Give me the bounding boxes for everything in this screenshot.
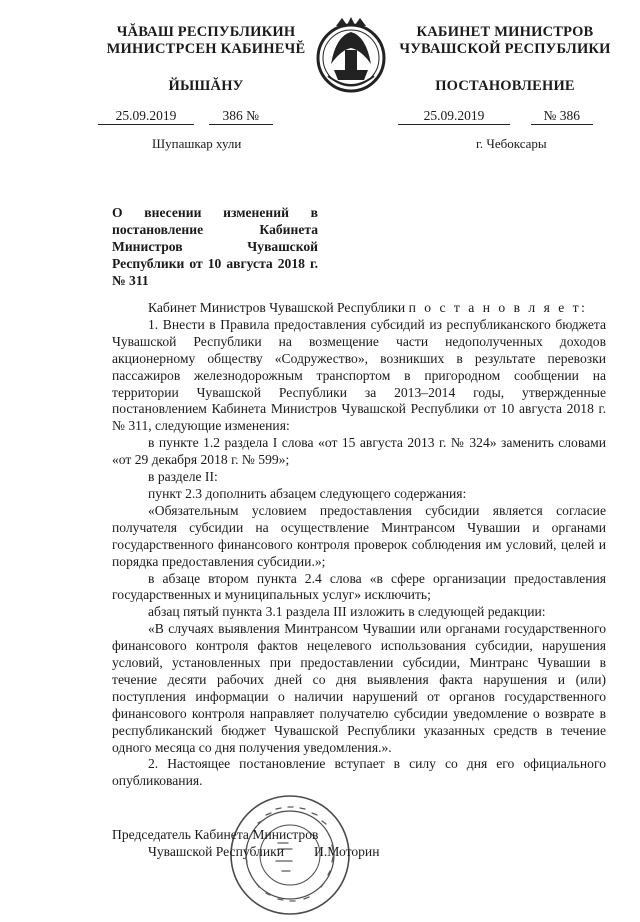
intro-paragraph	[112, 300, 606, 317]
document-body	[112, 300, 606, 790]
left-city: Шупашкар хули	[152, 136, 242, 151]
paragraph-4: пункт 2.3 дополнить абзацем следующего содержания:	[148, 485, 467, 501]
signature-position-line1: Председатель Кабинета Министров	[112, 827, 319, 842]
left-number: 386 №	[209, 108, 273, 125]
emblem-icon	[314, 14, 388, 96]
header-left-line1: ЧĂВАШ РЕСПУБЛИКИН	[116, 24, 296, 40]
intro-verb: п о с т а н о в л я е т	[408, 300, 582, 315]
document-title: О внесении изменений в постановление Кабинета Министров Чувашской Республики от 10 августа 2018 г. № 311	[112, 205, 318, 288]
right-number: № 386	[531, 108, 593, 125]
paragraph-6: в абзаце втором пункта 2.4 слова «в сфере организации предоставления государственных и муниципальных услуг» исключить;	[112, 570, 606, 603]
header-right-line1: КАБИНЕТ МИНИСТРОВ	[416, 24, 594, 40]
header-right-line2: ЧУВАШСКОЙ РЕСПУБЛИКИ	[399, 41, 611, 57]
intro-suffix: :	[581, 300, 585, 315]
left-date-line	[98, 108, 273, 125]
right-city: г. Чебоксары	[476, 136, 547, 151]
paragraph-2: в пункте 1.2 раздела I слова «от 15 августа 2013 г. № 324» заменить словами «от 29 декабря 2018 г. № 599»;	[112, 435, 606, 468]
paragraph-3: в разделе II:	[148, 469, 218, 485]
paragraph-5: «Обязательным условием предоставления субсидии является согласие получателя субсидии на осуществление Минтрансом Чувашии и органами государственного финансового контроля проверок соблюдения им условий, целей и порядка предоставления субсидии.»;	[112, 502, 606, 569]
paragraph-1: 1. Внести в Правила предоставления субсидий из республиканского бюджета Чувашской Республики на возмещение части недополученных доходов акционерному обществу «Содружество», возникших в результате перевозки пассажиров железнодорожным транспортом в пригородном сообщении на территории Чувашской Республики за 2013–2014 годы, утвержденные постановлением Кабинета Министров Чувашской Республики от 10 августа 2018 г. № 311, следующие изменения:	[112, 316, 606, 434]
header-right-doc-type: ПОСТАНОВЛЕНИЕ	[435, 78, 575, 94]
header-left-line2: МИНИСТРСЕН КАБИНЕЧĔ	[106, 41, 306, 57]
signature-name: И.Моторин	[314, 844, 380, 859]
signature-position-line2: Чувашской Республики	[148, 844, 284, 859]
left-date: 25.09.2019	[98, 108, 194, 125]
paragraph-9: 2. Настоящее постановление вступает в силу со дня его официального опубликования.	[112, 756, 606, 789]
right-date: 25.09.2019	[398, 108, 510, 125]
paragraph-8: «В случаях выявления Минтрансом Чувашии или органами государственного финансового контроля фактов нецелевого использования субсидии, нарушения условий, установленных при предоставлении субсидии, Минтранс Чувашии в течение десяти рабочих дней со дня выявления факта нарушения и (или) поступления информации о наличии нарушений от органов государственного финансового контроля направляет получателю субсидии уведомление о возврате в республиканский бюджет Чувашской Республики указанных средств в течение одного месяца со дня получения уведомления.».	[112, 621, 606, 755]
paragraph-7: абзац пятый пункта 3.1 раздела III изложить в следующей редакции:	[148, 604, 546, 620]
header-left-doc-type: ЙЫШĂНУ	[168, 78, 244, 94]
right-date-line	[398, 108, 593, 125]
intro-prefix: Кабинет Министров Чувашской Республики	[148, 300, 406, 315]
header-right	[396, 24, 614, 95]
header-left	[102, 24, 310, 95]
